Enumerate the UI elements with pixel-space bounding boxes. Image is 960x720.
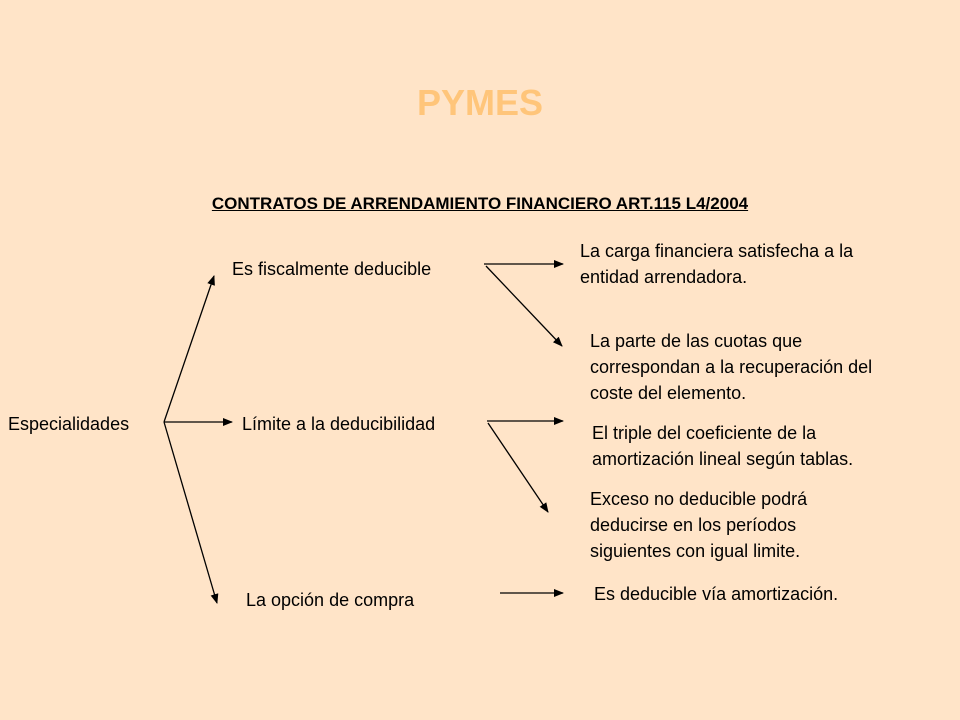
leaf-triple-coeficiente: El triple del coeficiente de la amortización lineal según tablas. bbox=[592, 423, 854, 469]
arrow-root-to-deducible bbox=[164, 276, 214, 422]
branch-opcion-compra: La opción de compra bbox=[246, 590, 415, 610]
leaf-exceso-no-deducible: Exceso no deducible podrá deducirse en los períodos siguientes con igual limite. bbox=[590, 489, 808, 561]
page-title: PYMES bbox=[416, 82, 544, 123]
root-node: Especialidades bbox=[8, 414, 130, 434]
section-subtitle: CONTRATOS DE ARRENDAMIENTO FINANCIERO ART.115 L4/2004 bbox=[211, 194, 749, 213]
branch-limite: Límite a la deducibilidad bbox=[242, 414, 436, 434]
arrow-deducible-to-cuotas bbox=[486, 266, 562, 346]
leaf-deducible-amortizacion: Es deducible vía amortización. bbox=[594, 584, 839, 604]
leaf-parte-cuotas: La parte de las cuotas que correspondan a la recuperación del coste del elemento. bbox=[590, 331, 873, 403]
branch-deducible: Es fiscalmente deducible bbox=[232, 259, 432, 279]
leaf-carga-financiera: La carga financiera satisfecha a la entidad arrendadora. bbox=[580, 241, 854, 287]
arrow-limite-to-exceso bbox=[488, 423, 548, 512]
arrow-root-to-opcion bbox=[164, 422, 217, 603]
